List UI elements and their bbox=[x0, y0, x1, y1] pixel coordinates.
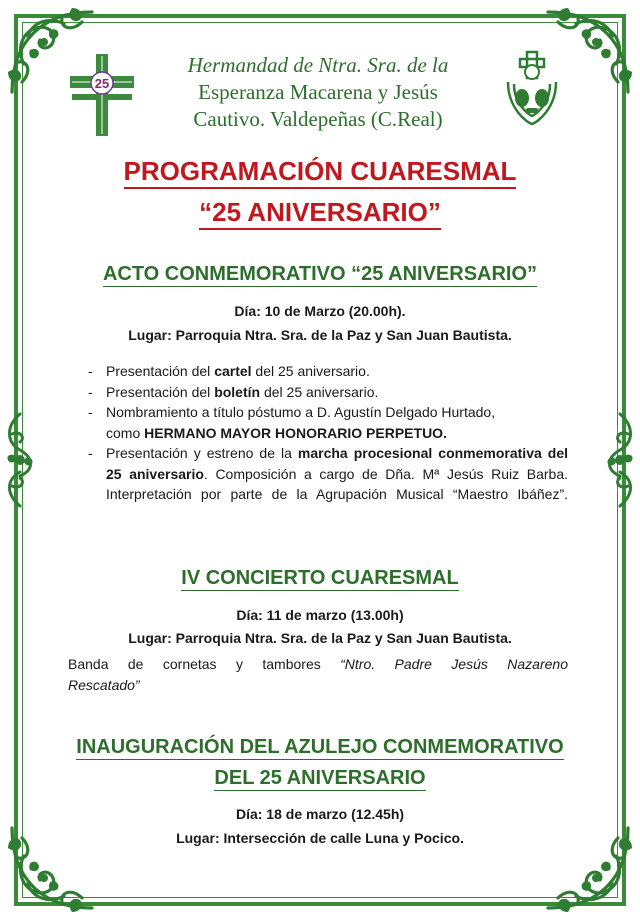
acto-place: Lugar: Parroquia Ntra. Sra. de la Paz y San Juan Bautista. bbox=[128, 327, 512, 343]
list-item: - Presentación del cartel del 25 aniversario. bbox=[88, 361, 568, 382]
concierto-band: Banda de cornetas y tambores “Ntro. Padre Jesús Nazareno Rescatado” bbox=[68, 656, 568, 693]
list-item: - Presentación del boletín del 25 aniversario. bbox=[88, 382, 568, 403]
list-item: - Nombramiento a título póstumo a D. Agustín Delgado Hurtado, como HERMANO MAYOR HONORARIO PERPETUO. bbox=[88, 402, 568, 443]
brotherhood-line-3: Cautivo. Valdepeñas (C.Real) bbox=[193, 107, 443, 131]
brotherhood-line-2: Esperanza Macarena y Jesús bbox=[198, 80, 438, 104]
side-ornament-right bbox=[600, 410, 640, 510]
concierto-place: Lugar: Parroquia Ntra. Sra. de la Paz y San Juan Bautista. bbox=[128, 630, 512, 646]
anniversary-cross-logo bbox=[66, 52, 138, 138]
main-title-line-2: “25 ANIVERSARIO” bbox=[60, 197, 580, 228]
azulejo-place: Lugar: Intersección de calle Luna y Pocico. bbox=[176, 830, 464, 846]
brotherhood-emblem-logo bbox=[500, 50, 564, 128]
section-title-concierto: IV CONCIERTO CUARESMAL bbox=[181, 567, 459, 589]
brotherhood-line-1: Hermandad de Ntra. Sra. de la bbox=[187, 53, 449, 77]
azulejo-date: Día: 18 de marzo (12.45h) bbox=[235, 806, 405, 822]
concierto-date: Día: 11 de marzo (13.00h) bbox=[236, 607, 404, 623]
section-title-azulejo-2: DEL 25 ANIVERSARIO bbox=[214, 767, 426, 789]
section-title-azulejo-1: INAUGURACIÓN DEL AZULEJO CONMEMORATIVO bbox=[76, 736, 564, 758]
main-title-line-1: PROGRAMACIÓN CUARESMAL bbox=[60, 156, 580, 187]
acto-program-list bbox=[88, 361, 568, 505]
brotherhood-name bbox=[150, 52, 486, 133]
section-title-acto: ACTO CONMEMORATIVO “25 ANIVERSARIO” bbox=[102, 263, 538, 285]
side-ornament-left bbox=[0, 410, 40, 510]
list-item: - Presentación y estreno de la marcha procesional conmemorativa del 25 aniversario. Composición a cargo de Dña. Mª Jesús Ruiz Barba. Interpretación por parte de la Agrupación Musical “Maestro Ibáñez”. bbox=[88, 443, 568, 505]
logo-number: 25 bbox=[94, 76, 110, 91]
acto-date: Día: 10 de Marzo (20.00h). bbox=[234, 303, 406, 319]
